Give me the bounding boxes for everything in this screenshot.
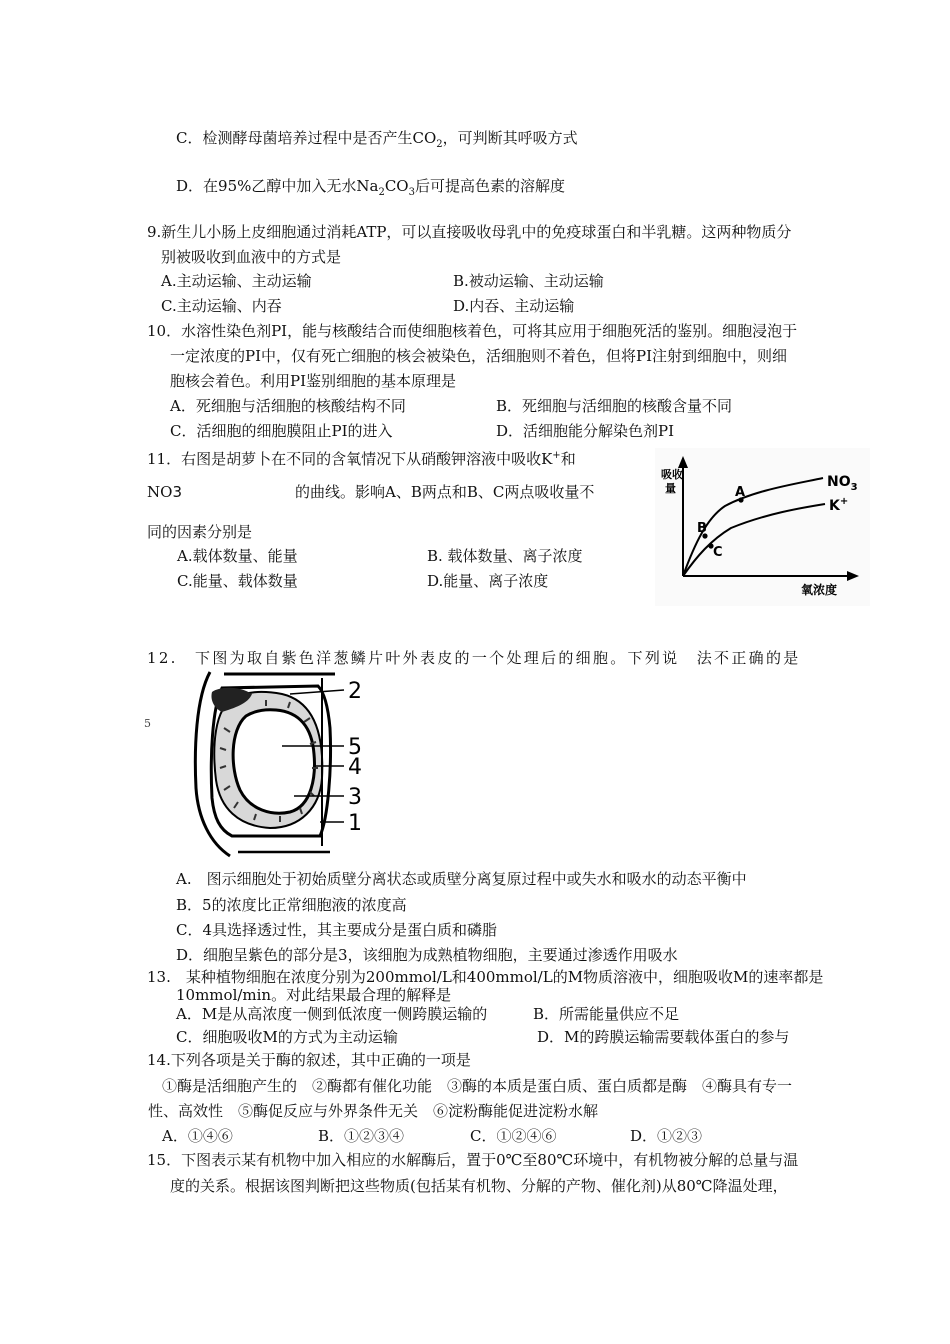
q12-option-c: C．4具选择透过性，其主要成分是蛋白质和磷脂 xyxy=(176,921,498,939)
leader-2 xyxy=(290,690,344,694)
q11-stem-line1: 11．右图是胡萝卜在不同的含氧情况下从硝酸钾溶液中吸收K+和 xyxy=(147,450,576,468)
q13-option-a: A．M是从高浓度一侧到低浓度一侧跨膜运输的 xyxy=(176,1005,488,1023)
y-axis-label-2: 量 xyxy=(665,482,676,495)
q11-stem-line2: 的曲线。影响A、B两点和B、C两点吸收量不 xyxy=(295,483,595,501)
q14-stem-line2: ①酶是活细胞产生的 ②酶都有催化功能 ③酶的本质是蛋白质、蛋白质都是酶 ④酶具有专一 xyxy=(162,1077,793,1095)
x-axis-label: 氧浓度 xyxy=(801,583,838,597)
q12-option-b: B．5的浓度比正常细胞液的浓度高 xyxy=(176,896,407,914)
label-4: 4 xyxy=(348,755,362,780)
q9-stem-line2: 别被吸收到血液中的方式是 xyxy=(161,248,342,266)
q14-option-a: A．①④⑥ xyxy=(162,1127,233,1145)
q14-option-c: C．①②④⑥ xyxy=(470,1127,557,1145)
q10-stem-line3: 胞核会着色。利用PI鉴别细胞的基本原理是 xyxy=(170,372,457,390)
q9-option-c: C.主动运输、内吞 xyxy=(161,297,282,315)
point-c-label: C xyxy=(713,545,723,560)
q13-option-b: B．所需能量供应不足 xyxy=(533,1005,680,1023)
point-a-label: A xyxy=(735,485,746,500)
q14-stem-line3: 性、高效性 ⑤酶促反应与外界条件无关 ⑥淀粉酶能促进淀粉水解 xyxy=(148,1102,599,1120)
q11-option-d: D.能量、离子浓度 xyxy=(427,572,549,590)
label-1: 1 xyxy=(348,811,362,836)
q14-option-d: D．①②③ xyxy=(630,1127,703,1145)
q11-option-b: B. 载体数量、离子浓度 xyxy=(427,547,583,565)
series-label-k: K+ xyxy=(829,496,849,514)
q10-option-d: D．活细胞能分解染色剂PI xyxy=(496,422,675,440)
series-label-no3: $NO_3$ xyxy=(827,474,858,493)
q15-stem-line1: 15．下图表示某有机物中加入相应的水解酶后，置于0℃至80℃环境中，有机物被分解的总量与温 xyxy=(147,1151,799,1169)
absorption-chart xyxy=(655,448,870,606)
vacuole xyxy=(233,710,314,813)
q14-stem-line1: 14.下列各项是关于酶的叙述，其中正确的一项是 xyxy=(147,1051,471,1069)
q8-option-c: C．检测酵母菌培养过程中是否产生$CO_2$，可判断其呼吸方式 xyxy=(176,129,578,150)
q13-option-c: C．细胞吸收M的方式为主动运输 xyxy=(176,1028,398,1046)
point-b-label: B xyxy=(697,521,707,536)
q13-stem-line2: 10mmol/min。对此结果最合理的解释是 xyxy=(176,986,452,1004)
y-axis-label-1: 吸收 xyxy=(661,468,683,481)
q10-option-b: B．死细胞与活细胞的核酸含量不同 xyxy=(496,397,733,415)
q10-stem-line2: 一定浓度的PI中，仅有死亡细胞的核会被染色，活细胞则不着色，但将PI注射到细胞中，则细 xyxy=(170,347,788,365)
label-5: 5 xyxy=(348,735,362,760)
q11-option-a: A.载体数量、能量 xyxy=(177,547,298,565)
onion-cell-diagram xyxy=(190,668,380,858)
q12-stray-mark: 5 xyxy=(144,717,151,730)
q11-stem-line3: 同的因素分别是 xyxy=(147,523,253,541)
q10-stem-line1: 10．水溶性染色剂PI，能与核酸结合而使细胞核着色，可将其应用于细胞死活的鉴别。细胞浸泡于 xyxy=(147,322,798,340)
q10-option-c: C．活细胞的细胞膜阻止PI的进入 xyxy=(170,422,393,440)
q12-option-a: A. 图示细胞处于初始质壁分离状态或质壁分离复原过程中或失水和吸水的动态平衡中 xyxy=(176,870,747,888)
q9-option-d: D.内吞、主动运输 xyxy=(453,297,575,315)
q13-stem-line1: 13. 某种植物细胞在浓度分别为200mmol/L和400mmol/L的M物质溶液中，细胞吸收M的速率都是 xyxy=(147,968,824,986)
q14-option-b: B．①②③④ xyxy=(318,1127,405,1145)
q11-no3-label: NO3 xyxy=(147,483,182,501)
label-3: 3 xyxy=(348,785,362,810)
q15-stem-line2: 度的关系。根据该图判断把这些物质(包括某有机物、分解的产物、催化剂)从80℃降温处理， xyxy=(170,1177,788,1195)
q9-stem-line1: 9.新生儿小肠上皮细胞通过消耗ATP，可以直接吸收母乳中的免疫球蛋白和半乳糖。这两种物质分 xyxy=(147,223,792,241)
q8-option-d: D．在95%乙醇中加入无水$Na_2CO_3$后可提高色素的溶解度 xyxy=(176,177,565,198)
q12-option-d: D．细胞呈紫色的部分是3，该细胞为成熟植物细胞，主要通过渗透作用吸水 xyxy=(176,946,678,964)
q9-option-b: B.被动运输、主动运输 xyxy=(453,272,604,290)
q9-option-a: A.主动运输、主动运输 xyxy=(161,272,312,290)
q13-option-d: D．M的跨膜运输需要载体蛋白的参与 xyxy=(537,1028,790,1046)
label-2: 2 xyxy=(348,679,362,704)
q12-stem: 12. 下图为取自紫色洋葱鳞片叶外表皮的一个处理后的细胞。下列说 法不正确的是 xyxy=(147,649,801,667)
q10-option-a: A．死细胞与活细胞的核酸结构不同 xyxy=(170,397,406,415)
q11-option-c: C.能量、载体数量 xyxy=(177,572,298,590)
